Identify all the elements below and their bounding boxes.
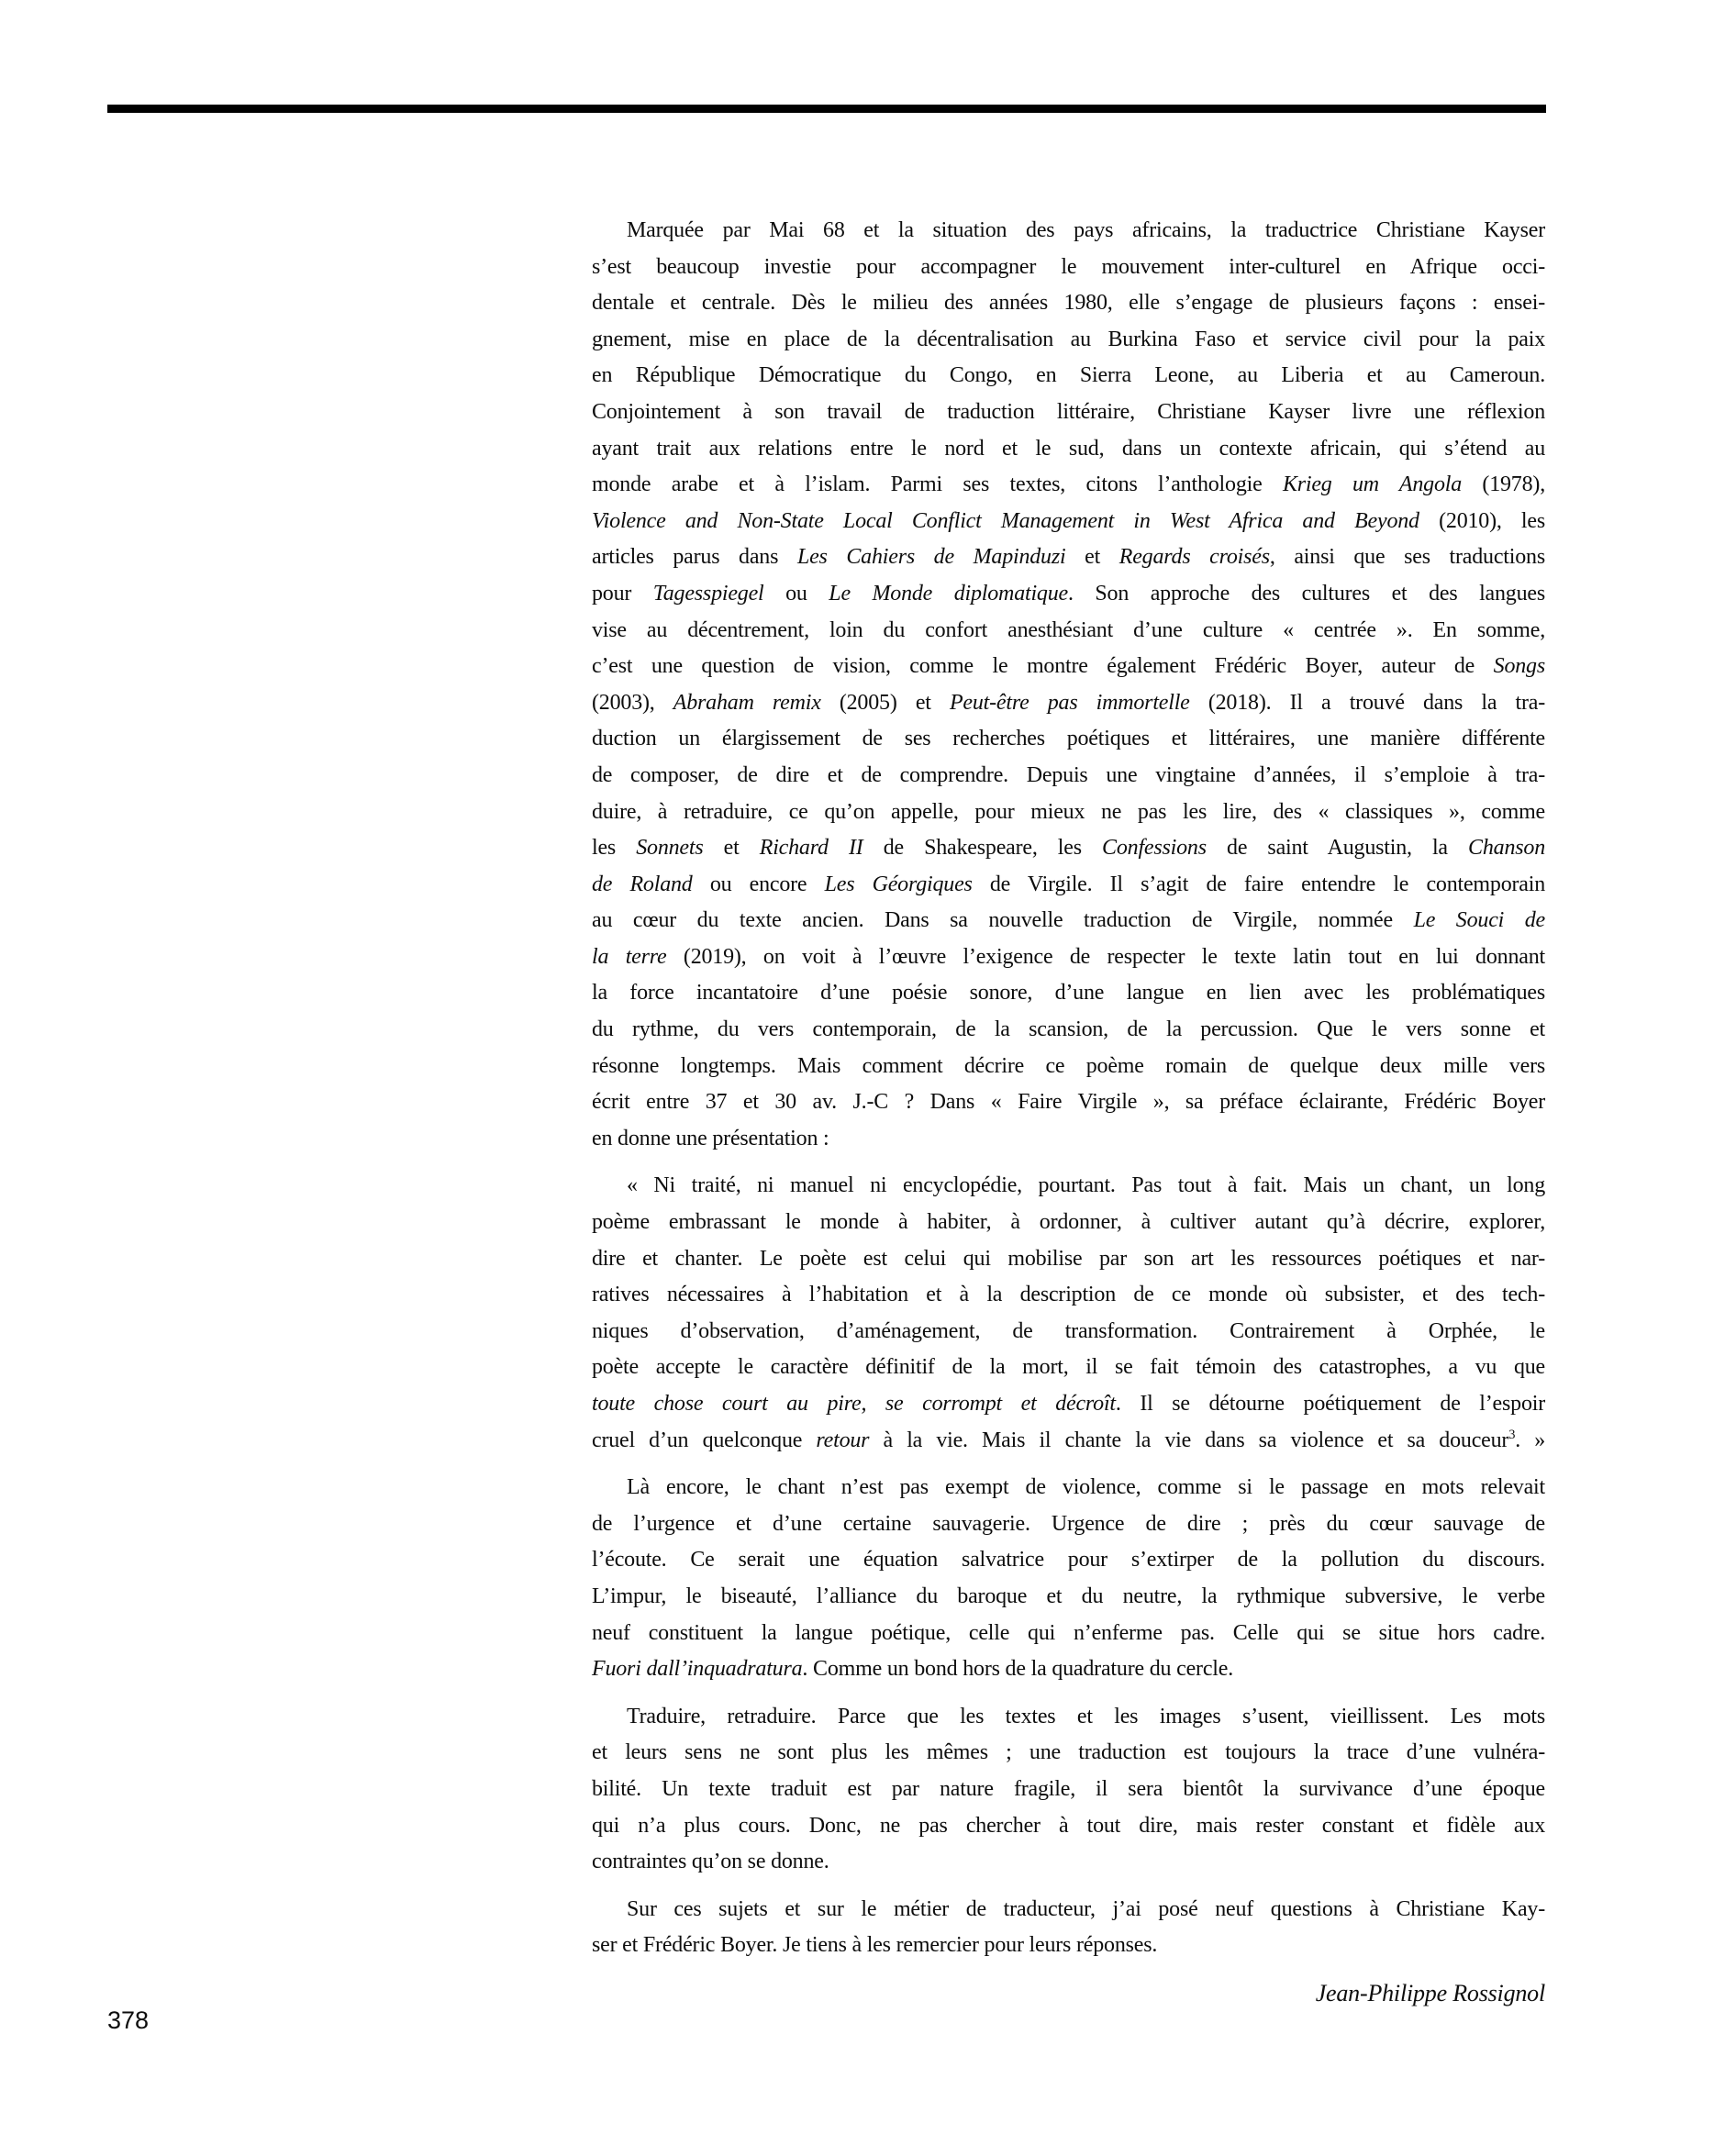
text-line: poème embrassant le monde à habiter, à ordonner, à cultiver autant qu’à décrire, explorer,: [592, 1210, 1545, 1235]
text-line: « Ni traité, ni manuel ni encyclopédie, pourtant. Pas tout à fait. Mais un chant, un long: [627, 1173, 1545, 1198]
text-line: c’est une question de vision, comme le montre également Frédéric Boyer, auteur de Songs: [592, 654, 1545, 679]
text-line: ser et Frédéric Boyer. Je tiens à les remercier pour leurs réponses.: [592, 1933, 1158, 1958]
text-line: neuf constituent la langue poétique, celle qui n’enferme pas. Celle qui se situe hors cadre.: [592, 1620, 1545, 1645]
text-line: Fuori dall’inquadratura. Comme un bond hors de la quadrature du cercle.: [592, 1657, 1234, 1682]
text-line: en donne une présentation :: [592, 1126, 829, 1150]
text-line: pour Tagesspiegel ou Le Monde diplomatique. Son approche des cultures et des langues: [592, 581, 1545, 606]
text-line: duction un élargissement de ses recherches poétiques et littéraires, une manière différente: [592, 727, 1545, 751]
text-line: et leurs sens ne sont plus les mêmes ; une traduction est toujours la trace d’une vulnéra-: [592, 1740, 1545, 1765]
text-line: ratives nécessaires à l’habitation et à la description de ce monde où subsister, et des tech-: [592, 1283, 1545, 1307]
text-line: (2003), Abraham remix (2005) et Peut-être pas immortelle (2018). Il a trouvé dans la tra-: [592, 690, 1545, 715]
paragraph: [592, 1892, 1545, 1964]
text-line: la terre (2019), on voit à l’œuvre l’exigence de respecter le texte latin tout en lui donnant: [592, 944, 1545, 969]
paragraph: [592, 1470, 1545, 1688]
text-line: bilité. Un texte traduit est par nature fragile, il sera bientôt la survivance d’une époque: [592, 1776, 1545, 1801]
text-line: monde arabe et à l’islam. Parmi ses textes, citons l’anthologie Krieg um Angola (1978),: [592, 472, 1545, 497]
text-line: Là encore, le chant n’est pas exempt de violence, comme si le passage en mots relevait: [627, 1475, 1545, 1500]
author-signature: Jean-Philippe Rossignol: [1315, 1979, 1545, 2006]
article-body: [592, 213, 1545, 2012]
paragraphs-container: [592, 213, 1545, 1964]
text-line: qui n’a plus cours. Donc, ne pas chercher à tout dire, mais rester constant et fidèle aux: [592, 1813, 1545, 1838]
text-line: niques d’observation, d’aménagement, de transformation. Contrairement à Orphée, le: [592, 1318, 1545, 1343]
text-line: contraintes qu’on se donne.: [592, 1850, 829, 1874]
text-line: cruel d’un quelconque retour à la vie. Mais il chante la vie dans sa violence et sa douceur$^3$. »: [592, 1427, 1545, 1452]
text-line: au cœur du texte ancien. Dans sa nouvelle traduction de Virgile, nommée Le Souci de: [592, 908, 1545, 933]
text-line: de Roland ou encore Les Géorgiques de Virgile. Il s’agit de faire entendre le contemporain: [592, 872, 1546, 896]
text-line: ayant trait aux relations entre le nord et le sud, dans un contexte africain, qui s’étend au: [592, 436, 1545, 461]
text-line: les Sonnets et Richard II de Shakespeare, les Confessions de saint Augustin, la Chanson: [592, 836, 1545, 861]
page-number: 378: [107, 2006, 150, 2034]
text-line: vise au décentrement, loin du confort anesthésiant d’une culture « centrée ». En somme,: [592, 617, 1545, 642]
text-line: dentale et centrale. Dès le milieu des années 1980, elle s’engage de plusieurs façons : ensei-: [592, 291, 1545, 316]
text-line: de l’urgence et d’une certaine sauvagerie. Urgence de dire ; près du cœur sauvage de: [592, 1511, 1545, 1536]
text-line: écrit entre 37 et 30 av. J.-C ? Dans « Faire Virgile », sa préface éclairante, Frédéric Boyer: [592, 1090, 1545, 1115]
text-line: résonne longtemps. Mais comment décrire ce poème romain de quelque deux mille vers: [592, 1053, 1545, 1078]
text-line: Traduire, retraduire. Parce que les textes et les images s’usent, vieillissent. Les mots: [627, 1704, 1545, 1728]
text-line: gnement, mise en place de la décentralisation au Burkina Faso et service civil pour la paix: [592, 327, 1545, 351]
paragraph: [592, 213, 1545, 1157]
text-line: toute chose court au pire, se corrompt et décroît. Il se détourne poétiquement de l’espoir: [592, 1392, 1546, 1416]
text-line: Sur ces sujets et sur le métier de traducteur, j’ai posé neuf questions à Christiane Kay-: [627, 1896, 1545, 1921]
text-line: poète accepte le caractère définitif de la mort, il se fait témoin des catastrophes, a vu que: [592, 1355, 1545, 1380]
paragraph: [592, 1699, 1545, 1881]
text-line: en République Démocratique du Congo, en Sierra Leone, au Liberia et au Cameroun.: [592, 363, 1545, 388]
text-line: la force incantatoire d’une poésie sonore, d’une langue en lien avec les problématiques: [592, 981, 1545, 1006]
text-line: de composer, de dire et de comprendre. Depuis une vingtaine d’années, il s’emploie à tra-: [592, 762, 1545, 787]
text-line: articles parus dans Les Cahiers de Mapinduzi et Regards croisés, ainsi que ses traductions: [592, 545, 1545, 570]
text-line: s’est beaucoup investie pour accompagner le mouvement inter-culturel en Afrique occi-: [592, 254, 1545, 279]
header-rule: [107, 105, 1546, 113]
text-line: L’impur, le biseauté, l’alliance du baroque et du neutre, la rythmique subversive, le verbe: [592, 1584, 1545, 1608]
text-line: Marquée par Mai 68 et la situation des pays africains, la traductrice Christiane Kayser: [627, 218, 1545, 242]
text-line: du rythme, du vers contemporain, de la scansion, de la percussion. Que le vers sonne et: [592, 1017, 1545, 1042]
text-line: Violence and Non-State Local Conflict Management in West Africa and Beyond (2010), les: [592, 508, 1545, 533]
text-line: l’écoute. Ce serait une équation salvatrice pour s’extirper de la pollution du discours.: [592, 1548, 1545, 1573]
text-line: dire et chanter. Le poète est celui qui mobilise par son art les ressources poétiques et nar-: [592, 1246, 1545, 1271]
text-line: duire, à retraduire, ce qu’on appelle, pour mieux ne pas les lire, des « classiques », comme: [592, 799, 1545, 824]
text-line: Conjointement à son travail de traduction littéraire, Christiane Kayser livre une réflexion: [592, 399, 1545, 424]
paragraph: [592, 1168, 1545, 1459]
